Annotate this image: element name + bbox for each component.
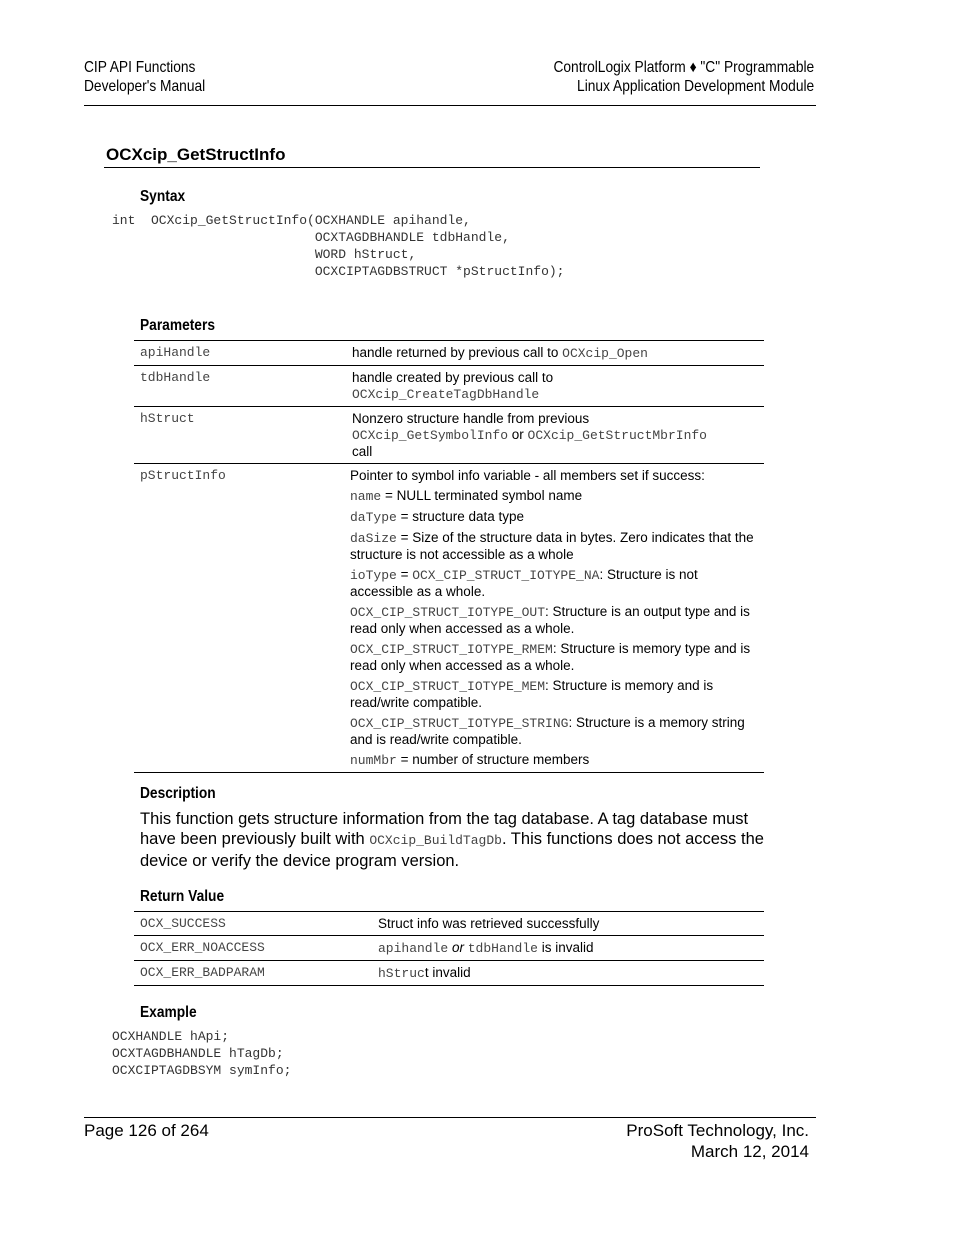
return-code: OCX_ERR_BADPARAM	[140, 965, 265, 980]
member-item: daSize = Size of the structure data in bytes. Zero indicates that the structure is not accessible as a whole	[350, 530, 754, 562]
member-item: OCX_CIP_STRUCT_IOTYPE_STRING: Structure is a memory string and is read/write compatible.	[350, 715, 745, 747]
param-row	[134, 464, 764, 773]
example-code: OCXHANDLE hApi; OCXTAGDBHANDLE hTagDb; OCXCIPTAGDBSYM symInfo;	[112, 1029, 292, 1078]
return-code: OCX_ERR_NOACCESS	[140, 940, 265, 955]
param-desc: handle returned by previous call to OCXcip_Open	[352, 345, 648, 361]
return-row	[134, 961, 764, 986]
return-desc: apihandle or tdbHandle is invalid	[378, 940, 594, 956]
param-name: tdbHandle	[140, 370, 211, 385]
publish-date: March 12, 2014	[690, 1142, 809, 1161]
return-row	[134, 936, 764, 961]
member-item: numMbr = number of structure members	[350, 752, 590, 768]
param-row	[134, 341, 764, 366]
param-row	[134, 407, 764, 464]
parameters-heading: Parameters	[140, 317, 215, 334]
param-desc: handle created by previous call to OCXcip_CreateTagDbHandle	[352, 370, 554, 402]
member-item: name = NULL terminated symbol name	[350, 488, 583, 504]
param-name: hStruct	[140, 411, 195, 426]
footer-right	[626, 1120, 809, 1162]
description-heading: Description	[140, 785, 216, 802]
return-desc: Struct info was retrieved successfully	[378, 916, 600, 931]
footer-rule	[84, 1117, 816, 1118]
function-title: OCXcip_GetStructInfo	[106, 145, 286, 164]
page-number: Page 126 of 264	[84, 1121, 209, 1140]
syntax-code: int OCXcip_GetStructInfo(OCXHANDLE apihandle, OCXTAGDBHANDLE tdbHandle, WORD hStruct, OCXCIPTAGDBSTRUCT *pStructInfo);	[112, 213, 565, 279]
member-item: OCX_CIP_STRUCT_IOTYPE_MEM: Structure is memory and is read/write compatible.	[350, 678, 714, 710]
param-row	[134, 366, 764, 407]
member-item: daType = structure data type	[350, 509, 525, 525]
return-value-table	[134, 911, 764, 986]
company-name: ProSoft Technology, Inc.	[626, 1121, 809, 1140]
example-heading: Example	[140, 1004, 197, 1021]
return-code: OCX_SUCCESS	[140, 916, 226, 931]
syntax-heading: Syntax	[140, 188, 186, 205]
title-rule	[104, 167, 760, 168]
member-item: OCX_CIP_STRUCT_IOTYPE_RMEM: Structure is memory type and is read only when accessed as a whole.	[350, 641, 751, 673]
member-item: ioType = OCX_CIP_STRUCT_IOTYPE_NA: Structure is not accessible as a whole.	[350, 567, 698, 599]
header-right	[553, 58, 814, 96]
member-item: OCX_CIP_STRUCT_IOTYPE_OUT: Structure is an output type and is read only when accessed as a whole.	[350, 604, 750, 636]
description-text: This function gets structure information from the tag database. A tag database must have been previously built with OCXcip_BuildTagDb. This functions does not access the device or verify the device program version.	[140, 810, 764, 870]
param-name: apiHandle	[140, 345, 211, 360]
param-desc: Pointer to symbol info variable - all members set if success: name = NULL terminated symbol name daType = structure data type daSize = Size of the structure data in bytes. Zero indicates that the structure is not accessible as a whole ioType = OCX_CIP_STRUCT_IOTYPE_NA: Structure is not accessible as a whole. OCX_CIP_STRUCT_IOTYPE_OUT: Structure is an output type and is read only when accessed as a whole. OCX_CIP_STRUCT_IOTYPE_RMEM: Structure is memory type and is read only when accessed as a whole. OCX_CIP_STRUCT_IOTYPE_MEM: Structure is memory and is read/write compatible. OCX_CIP_STRUCT_IOTYPE_STRING: Structure is a memory string and is read/write compatible. numMbr = number of structure members	[346, 464, 764, 773]
return-row	[134, 912, 764, 936]
param-name: pStructInfo	[140, 468, 226, 483]
header-doc-subtitle: Developer's Manual	[84, 78, 206, 95]
parameters-table	[134, 340, 764, 773]
header-platform: ControlLogix Platform ♦ "C" Programmable	[553, 59, 814, 76]
header-left	[84, 58, 205, 96]
return-value-heading: Return Value	[140, 888, 225, 905]
return-desc: hStruct invalid	[378, 965, 471, 981]
header-rule	[84, 105, 816, 106]
param-desc: Nonzero structure handle from previous OCXcip_GetSymbolInfo or OCXcip_GetStructMbrInfo call	[352, 411, 707, 459]
header-module: Linux Application Development Module	[576, 78, 814, 95]
header-doc-title: CIP API Functions	[84, 59, 196, 76]
